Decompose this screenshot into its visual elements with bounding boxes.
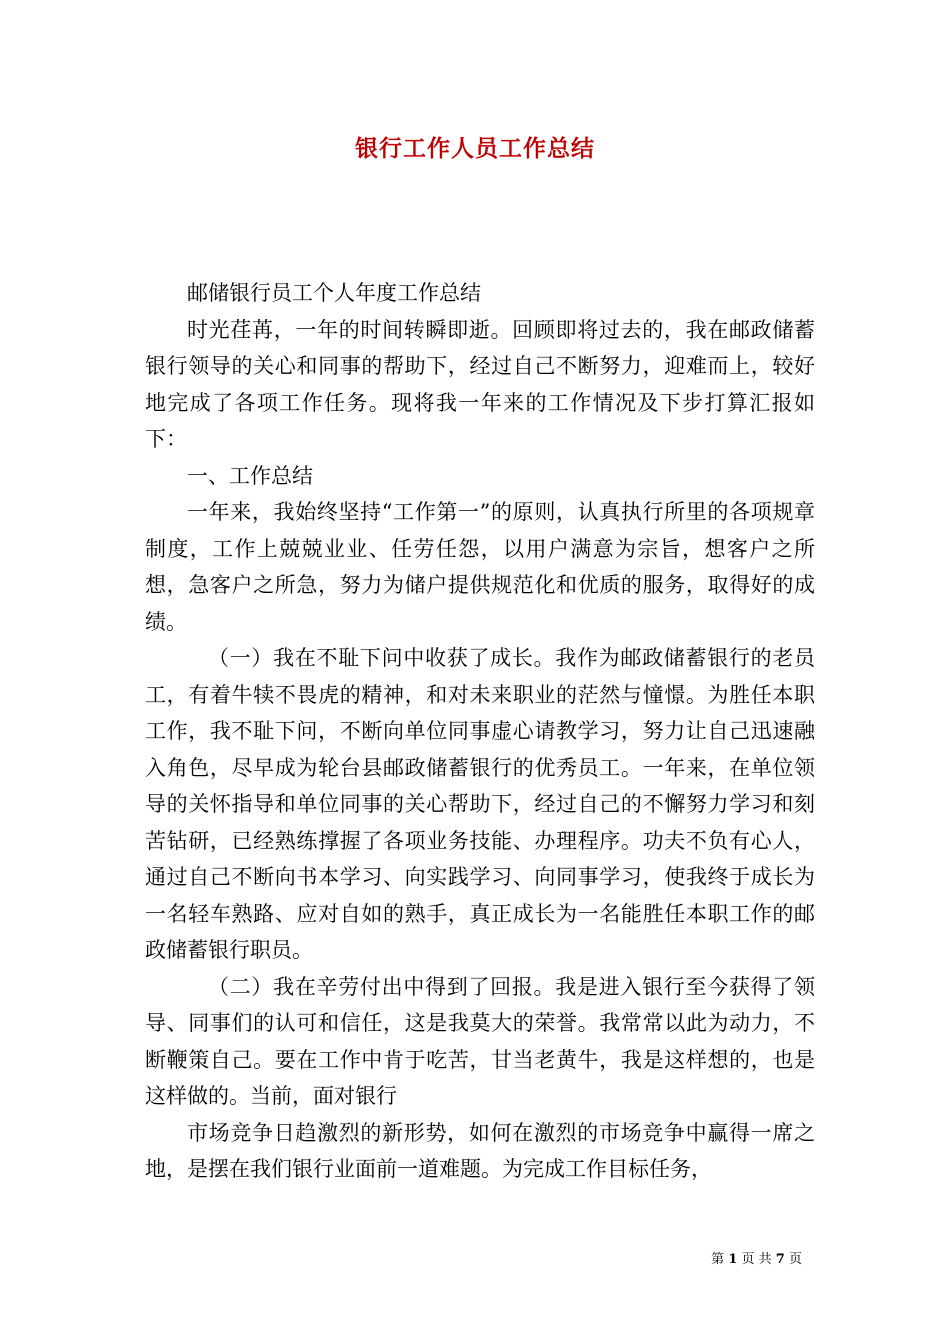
summary-paragraph: 一年来，我始终坚持“工作第一”的原则，认真执行所里的各项规章制度，工作上兢兢业业、任劳任怨，以用户满意为宗旨，想客户之所想，急客户之所急，努力为储户提供规范化和优质的服务，取得好的成绩。 (145, 500, 815, 634)
growth-paragraph: （一）我在不耻下问中收获了成长。我作为邮政储蓄银行的老员工，有着牛犊不畏虎的精神，和对未来职业的茫然与憧憬。为胜任本职工作，我不耻下问，不断向单位同事虚心请教学习，努力让自己迅速融入角色，尽早成为轮台县邮政储蓄银行的优秀员工。一年来，在单位领导的关怀指导和单位同事的关心帮助下，经过自己的不懈努力学习和刻苦钻研，已经熟练撑握了各项业务技能、办理程序。功夫不负有心人，通过自己不断向书本学习、向实践学习、向同事学习，使我终于成长为一名轻车熟路、应对自如的熟手，真正成长为一名能胜任本职工作的邮政储蓄银行职员。 (145, 646, 815, 962)
page-middle: 页 共 (741, 1252, 772, 1267)
page-prefix: 第 (711, 1252, 725, 1267)
market-paragraph: 市场竞争日趋激烈的新形势，如何在激烈的市场竞争中赢得一席之地，是摆在我们银行业面前一道难题。为完成工作目标任务， (145, 1120, 815, 1181)
section-heading: 一、工作总结 (187, 463, 313, 488)
page-total: 7 (775, 1252, 785, 1267)
intro-paragraph: 时光荏苒，一年的时间转瞬即逝。回顾即将过去的，我在邮政储蓄银行领导的关心和同事的帮助下，经过自己不断努力，迎难而上，较好地完成了各项工作任务。现将我一年来的工作情况及下步打算汇报如下： (145, 317, 815, 451)
document-body (145, 275, 815, 1188)
reward-paragraph: （二）我在辛劳付出中得到了回报。我是进入银行至今获得了领导、同事们的认可和信任，这是我莫大的荣誉。我常常以此为动力，不断鞭策自己。要在工作中肯于吃苦，甘当老黄牛，我是这样想的，也是这样做的。当前，面对银行 (145, 974, 815, 1108)
subtitle-paragraph: 邮储银行员工个人年度工作总结 (187, 281, 481, 305)
page-suffix: 页 (788, 1252, 802, 1267)
document-title: 银行工作人员工作总结 (355, 135, 595, 162)
page-current: 1 (728, 1252, 738, 1267)
page-number-footer (711, 1248, 802, 1267)
